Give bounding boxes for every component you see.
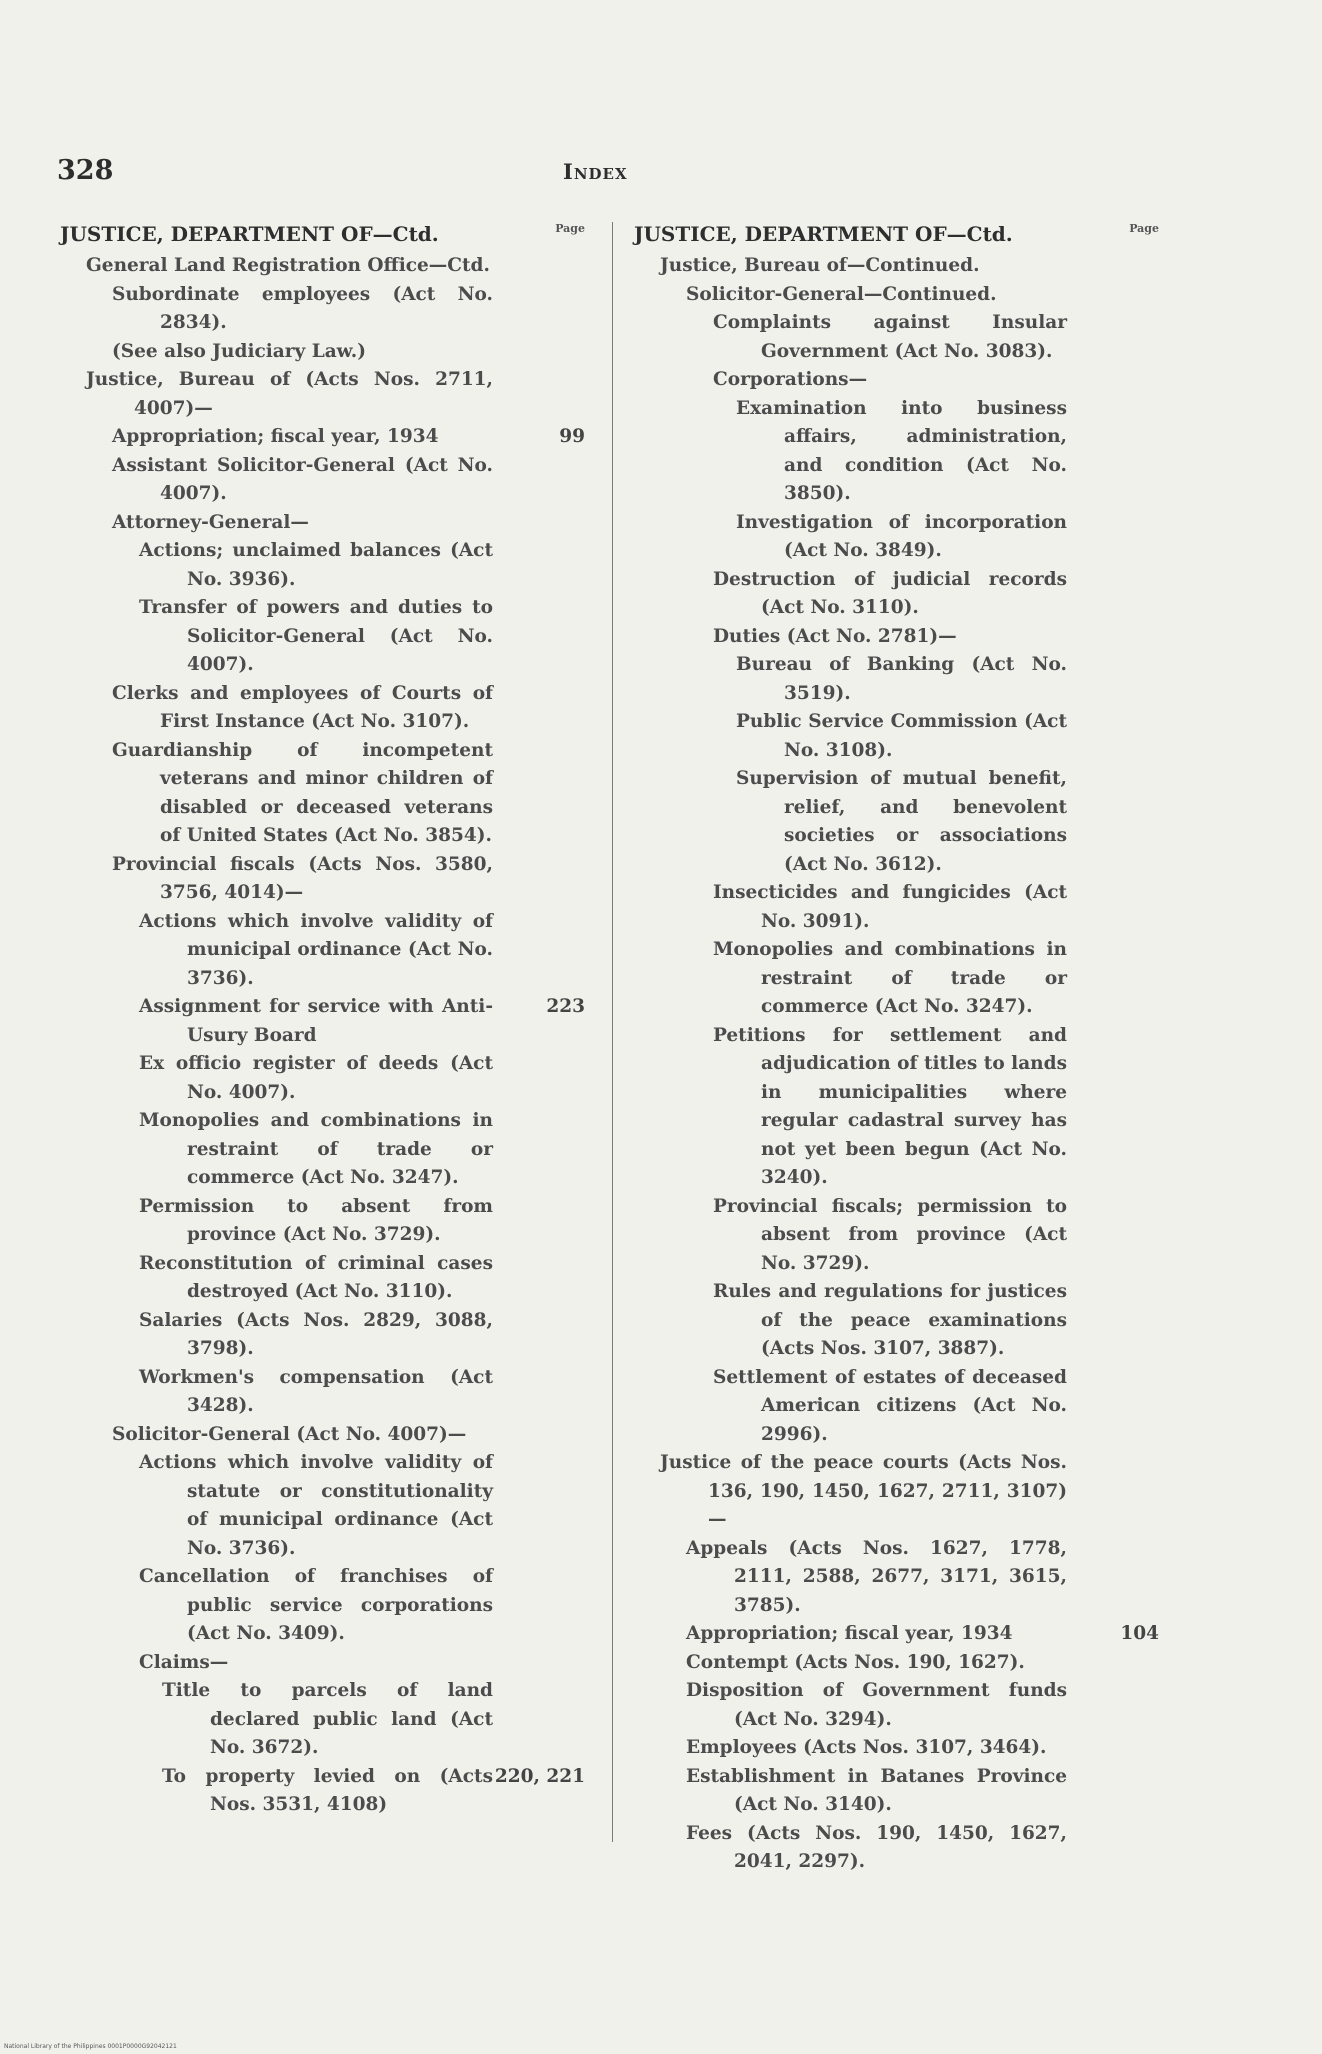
index-entry [686,1763,1159,1820]
index-entry [162,1763,585,1820]
left-column-heading [60,222,585,252]
index-entry [686,1620,1159,1649]
index-entry-text: Fees (Acts Nos. 190, 1450, 1627, 2041, 2297). [686,1822,1067,1872]
index-entry-page: 220, 221 [494,1765,585,1787]
index-entry-text: Clerks and employees of Courts of First Instance (Act No. 3107). [112,682,493,732]
index-entry-text: Permission to absent from province (Act No. 3729). [139,1195,493,1245]
index-entry [736,708,1159,765]
right-column [634,222,1159,1877]
index-entry [139,1364,585,1421]
index-entry [86,252,585,281]
index-entry-text: Petitions for settlement and adjudication of titles to lands in municipalities where regular cadastral survey has not yet been begun (Act No. 3240). [713,1024,1067,1188]
index-entry-text: To property levied on (Acts Nos. 3531, 4108) [162,1765,493,1815]
index-entry-page: 223 [546,996,585,1017]
left-entry-list [60,252,585,1820]
section-heading: JUSTICE, DEPARTMENT OF—Ctd. [60,222,439,246]
page-number: 328 [57,155,114,186]
index-entry [112,509,585,538]
index-entry-text: Provincial fiscals; permission to absent from province (Act No. 3729). [713,1195,1067,1274]
index-entry-text: Investigation of incorporation (Act No. 3849). [736,511,1067,561]
index-entry [686,1535,1159,1621]
index-entry [139,1193,585,1250]
index-entry-text: Rules and regulations for justices of the peace examinations (Acts Nos. 3107, 3887). [713,1281,1067,1359]
index-entry [139,993,585,1050]
index-entry-text: Ex officio register of deeds (Act No. 4007). [139,1053,493,1103]
page-header [0,155,1322,195]
index-entry-text: Appropriation; fiscal year, 1934 [686,1623,1013,1644]
index-entry [713,566,1159,623]
index-entry [112,737,585,851]
index-entry [112,1421,585,1450]
index-entry [112,338,585,367]
index-entry [139,908,585,994]
left-column [60,222,585,1820]
index-entry [713,879,1159,936]
index-entry [686,281,1159,310]
index-entry [713,1278,1159,1364]
index-entry [139,1649,585,1678]
index-entry-text: Supervision of mutual benefit, relief, and benevolent societies or associations (Act No. 3612). [736,768,1067,875]
index-entry-text: Employees (Acts Nos. 3107, 3464). [686,1737,1047,1758]
index-entry-text: Public Service Commission (Act No. 3108). [736,711,1067,761]
index-entry-text: Justice of the peace courts (Acts Nos. 136, 190, 1450, 1627, 2711, 3107)— [660,1452,1067,1530]
index-entry-text: Cancellation of franchises of public service corporations (Act No. 3409). [139,1566,493,1644]
index-entry-text: Provincial fiscals (Acts Nos. 3580, 3756, 4014)— [112,853,493,903]
index-entry [686,1820,1159,1877]
index-entry-text: Duties (Act No. 2781)— [713,625,957,647]
index-entry [112,680,585,737]
index-entry [139,1563,585,1649]
column-divider [612,222,613,1842]
index-entry-text: Appropriation; fiscal year, 1934 [112,426,439,447]
index-entry-text: Justice, Bureau of (Acts Nos. 2711, 4007)— [86,369,493,419]
index-entry [713,936,1159,1022]
index-entry [112,851,585,908]
index-entry [139,1449,585,1563]
index-entry-text: Subordinate employees (Act No. 2834). [112,283,493,333]
index-entry [112,423,585,452]
index-entry-text: Justice, Bureau of—Continued. [660,255,980,276]
index-entry-text: Establishment in Batanes Province (Act No. 3140). [686,1765,1067,1815]
index-entry-text: Assistant Solicitor-General (Act No. 4007). [112,454,493,504]
index-entry-text: Actions which involve validity of statute or constitutionality of municipal ordinance (Act No. 3736). [139,1452,493,1559]
index-entry [713,1022,1159,1193]
index-entry-page: 99 [559,426,585,447]
index-entry-text: Reconstitution of criminal cases destroyed (Act No. 3110). [139,1252,493,1302]
index-entry [713,1364,1159,1450]
index-entry [139,1250,585,1307]
index-entry-text: Examination into business affairs, administration, and condition (Act No. 3850). [736,397,1067,504]
index-entry-text: Settlement of estates of deceased American citizens (Act No. 2996). [713,1366,1067,1445]
index-entry-text: General Land Registration Office—Ctd. [86,255,490,276]
index-entry-text: Bureau of Banking (Act No. 3519). [736,654,1067,704]
index-entry [139,594,585,680]
index-entry [713,1193,1159,1279]
index-entry [736,509,1159,566]
index-entry-text: Insecticides and fungicides (Act No. 3091). [713,882,1067,932]
index-entry-text: Workmen's compensation (Act 3428). [139,1366,493,1416]
index-entry [713,623,1159,652]
index-entry [686,1734,1159,1763]
index-entry-text: Disposition of Government funds (Act No. 3294). [686,1680,1067,1730]
page-column-label: Page [555,222,585,235]
index-entry-text: Guardianship of incompetent veterans and minor children of disabled or deceased veterans of United States (Act No. 3854). [112,739,493,846]
index-entry [736,395,1159,509]
index-entry [736,765,1159,879]
page-title: Index [563,159,628,184]
index-entry-text: Actions; unclaimed balances (Act No. 3936). [139,540,493,590]
index-entry-text: Attorney-General— [112,511,309,533]
right-column-heading [634,222,1159,252]
index-entry [713,309,1159,366]
right-entry-list [634,252,1159,1877]
index-entry-text: Corporations— [713,369,868,390]
index-entry-text: (See also Judiciary Law.) [112,340,366,362]
index-entry-text: Transfer of powers and duties to Solicitor-General (Act No. 4007). [139,597,493,675]
index-entry-text: Destruction of judicial records (Act No. 3110). [713,568,1067,618]
index-entry-text: Claims— [139,1651,229,1673]
scan-footer: National Library of the Philippines 0001P0000G92042121 [4,2043,177,2050]
index-entry [139,1307,585,1364]
index-entry-text: Actions which involve validity of municipal ordinance (Act No. 3736). [139,910,493,989]
index-entry [686,1677,1159,1734]
index-entry [660,1449,1159,1535]
index-entry-text: Contempt (Acts Nos. 190, 1627). [686,1651,1025,1673]
index-entry [112,281,585,338]
index-entry [86,366,585,423]
index-entry [112,452,585,509]
index-entry-text: Complaints against Insular Government (Act No. 3083). [713,312,1067,362]
page-column-label: Page [1129,222,1159,235]
index-entry [139,1050,585,1107]
index-entry [713,366,1159,395]
index-entry-text: Salaries (Acts Nos. 2829, 3088, 3798). [139,1309,493,1359]
index-entry-text: Appeals (Acts Nos. 1627, 1778, 2111, 2588, 2677, 3171, 3615, 3785). [686,1537,1067,1616]
index-entry [686,1649,1159,1678]
index-entry [660,252,1159,281]
index-entry-text: Assignment for service with Anti-Usury Board [139,996,493,1046]
index-entry-page: 104 [1120,1623,1159,1644]
index-entry-text: Monopolies and combinations in restraint of trade or commerce (Act No. 3247). [713,939,1067,1017]
index-entry-text: Solicitor-General—Continued. [686,283,997,305]
index-entry [736,651,1159,708]
index-entry [162,1677,585,1763]
index-entry-text: Solicitor-General (Act No. 4007)— [112,1423,467,1445]
index-entry [139,1107,585,1193]
index-entry [139,537,585,594]
index-entry-text: Title to parcels of land declared public land (Act No. 3672). [162,1680,493,1758]
section-heading: JUSTICE, DEPARTMENT OF—Ctd. [634,222,1013,246]
index-entry-text: Monopolies and combinations in restraint of trade or commerce (Act No. 3247). [139,1110,493,1188]
